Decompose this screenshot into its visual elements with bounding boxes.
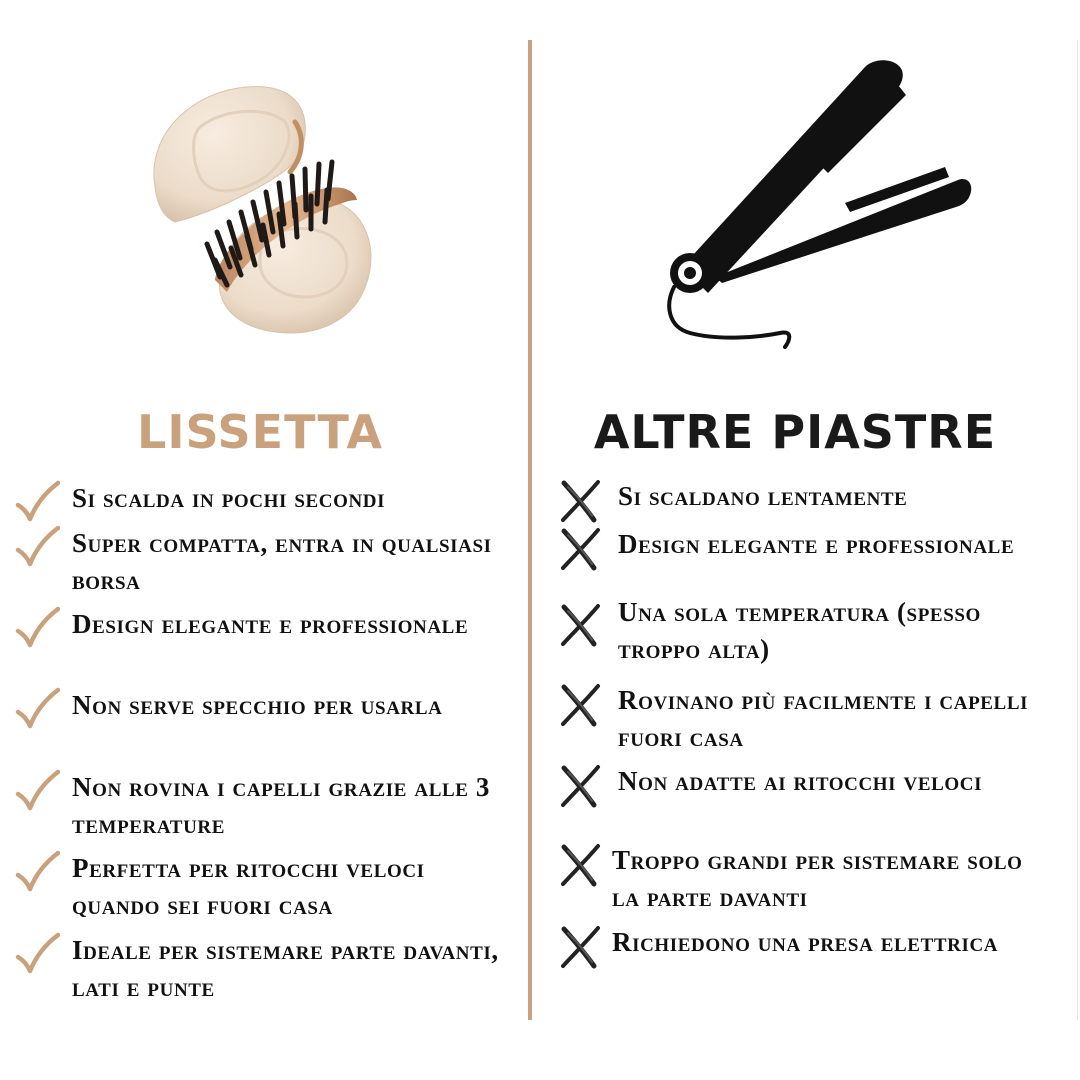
altre-piastre-heading: ALTRE PIASTRE bbox=[593, 405, 997, 459]
checkmark-icon bbox=[14, 525, 60, 571]
lissetta-feature-item bbox=[14, 769, 502, 843]
x-mark-icon bbox=[558, 924, 604, 970]
page-edge-line bbox=[1077, 40, 1078, 1020]
lissetta-feature-text: Ideale per sistemare parte davanti, lati e punte bbox=[72, 935, 499, 1002]
lissetta-feature-item bbox=[14, 480, 502, 526]
altre-piastre-item bbox=[558, 478, 1048, 524]
lissetta-feature-text: Design elegante e professionale bbox=[72, 609, 469, 639]
x-mark-icon bbox=[558, 842, 604, 888]
hair-straightener-icon bbox=[660, 55, 980, 355]
altre-piastre-text: Richiedono una presa elettrica bbox=[612, 927, 999, 957]
altre-piastre-text: Design elegante e professionale bbox=[618, 529, 1015, 559]
checkmark-icon bbox=[14, 850, 60, 896]
lissetta-feature-text: Si scalda in pochi secondi bbox=[72, 483, 386, 513]
altre-piastre-item bbox=[558, 682, 1048, 756]
lissetta-feature-text: Non serve specchio per usarla bbox=[72, 690, 443, 720]
lissetta-feature-text: Non rovina i capelli grazie alle 3 temperature bbox=[72, 772, 491, 839]
lissetta-feature-text: Perfetta per ritocchi veloci quando sei fuori casa bbox=[72, 853, 425, 920]
x-mark-icon bbox=[558, 763, 604, 809]
altre-piastre-text: Una sola temperatura (spesso troppo alta) bbox=[618, 597, 981, 664]
x-mark-icon bbox=[558, 682, 604, 728]
x-mark-icon bbox=[558, 478, 604, 524]
altre-piastre-text: Rovinano più facilmente i capelli fuori casa bbox=[618, 685, 1029, 752]
altre-piastre-text: Troppo grandi per sistemare solo la parte davanti bbox=[612, 845, 1023, 912]
lissetta-feature-item bbox=[14, 850, 502, 924]
lissetta-feature-item bbox=[14, 932, 502, 1006]
x-mark-icon bbox=[558, 526, 604, 572]
altre-piastre-text: Non adatte ai ritocchi veloci bbox=[618, 766, 983, 796]
lissetta-feature-item bbox=[14, 525, 502, 599]
altre-piastre-item bbox=[558, 594, 1048, 668]
altre-piastre-text: Si scaldano lentamente bbox=[618, 481, 908, 511]
egg-hair-brush-product-image bbox=[145, 82, 375, 342]
altre-piastre-item bbox=[558, 526, 1048, 572]
x-mark-icon bbox=[558, 602, 604, 648]
altre-piastre-item bbox=[558, 763, 1048, 809]
altre-piastre-item bbox=[558, 842, 1052, 916]
lissetta-feature-item bbox=[14, 606, 502, 652]
checkmark-icon bbox=[14, 687, 60, 733]
checkmark-icon bbox=[14, 932, 60, 978]
checkmark-icon bbox=[14, 769, 60, 815]
altre-piastre-item bbox=[558, 924, 1042, 970]
checkmark-icon bbox=[14, 606, 60, 652]
lissetta-heading: LISSETTA bbox=[137, 405, 383, 459]
column-divider bbox=[528, 40, 532, 1020]
lissetta-feature-item bbox=[14, 687, 502, 733]
checkmark-icon bbox=[14, 480, 60, 526]
lissetta-feature-text: Super compatta, entra in qualsiasi borsa bbox=[72, 528, 492, 595]
